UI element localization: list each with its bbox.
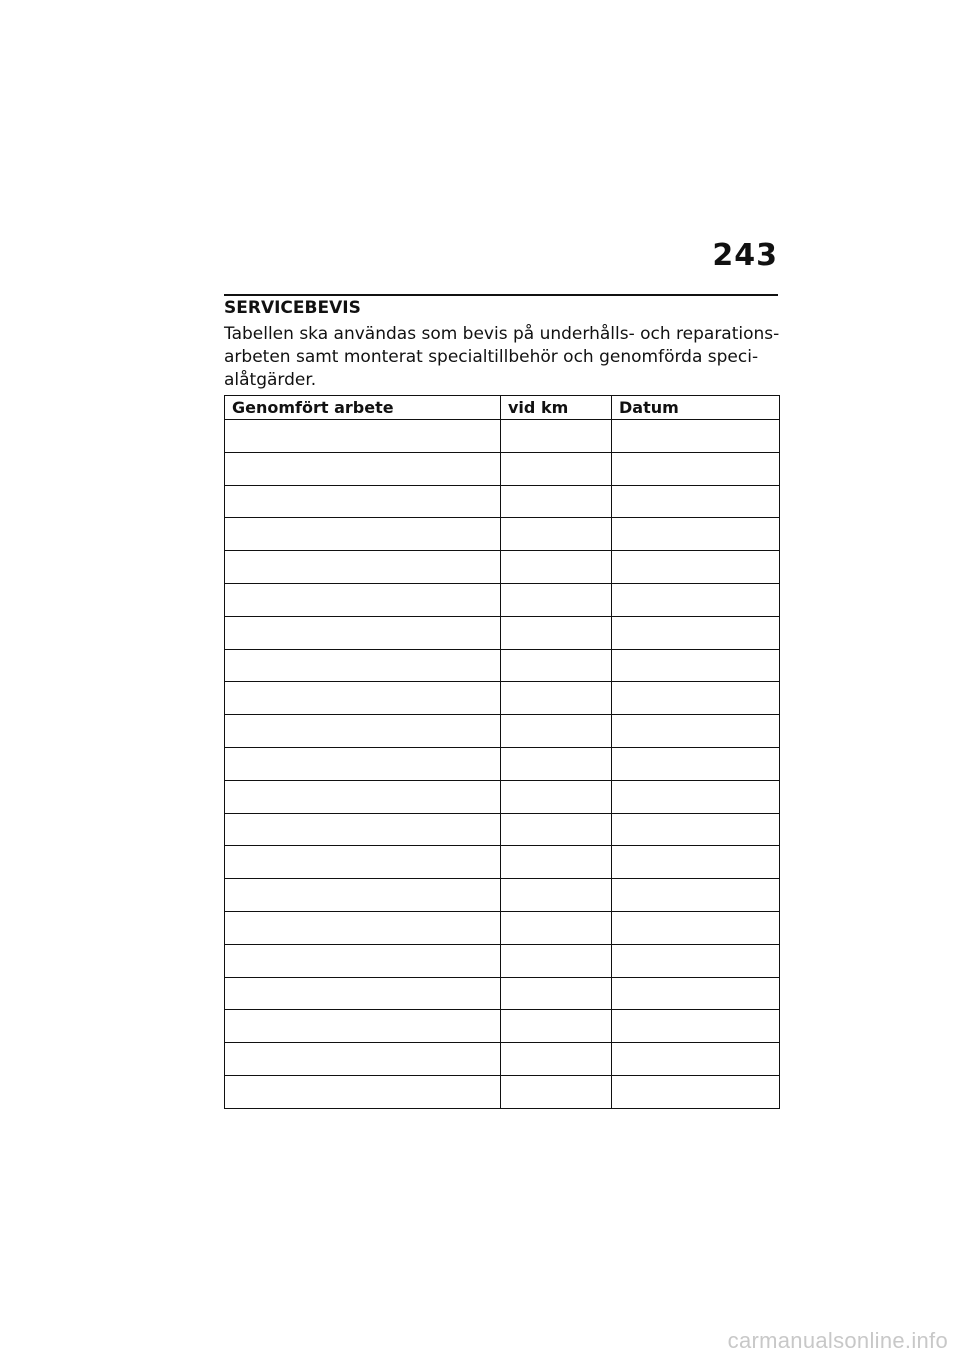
- cell-work: [225, 879, 501, 912]
- table-body: [225, 420, 780, 1109]
- cell-date: [612, 420, 780, 453]
- intro-line: alåtgärder.: [224, 370, 317, 390]
- cell-km: [501, 944, 612, 977]
- cell-km: [501, 682, 612, 715]
- cell-date: [612, 1043, 780, 1076]
- section-title: SERVICEBEVIS: [224, 298, 361, 318]
- cell-work: [225, 583, 501, 616]
- cell-work: [225, 485, 501, 518]
- table-row: [225, 616, 780, 649]
- cell-work: [225, 452, 501, 485]
- cell-date: [612, 911, 780, 944]
- cell-work: [225, 715, 501, 748]
- cell-km: [501, 518, 612, 551]
- intro-paragraph: [224, 323, 784, 392]
- cell-work: [225, 518, 501, 551]
- cell-work: [225, 911, 501, 944]
- cell-km: [501, 846, 612, 879]
- table-row: [225, 813, 780, 846]
- cell-date: [612, 747, 780, 780]
- cell-date: [612, 944, 780, 977]
- table-header-row: [225, 396, 780, 420]
- column-header-date: Datum: [612, 396, 780, 420]
- cell-date: [612, 1010, 780, 1043]
- column-header-km: vid km: [501, 396, 612, 420]
- table-row: [225, 715, 780, 748]
- cell-km: [501, 551, 612, 584]
- table-row: [225, 551, 780, 584]
- cell-km: [501, 715, 612, 748]
- cell-work: [225, 616, 501, 649]
- cell-work: [225, 649, 501, 682]
- table-row: [225, 485, 780, 518]
- cell-work: [225, 944, 501, 977]
- cell-km: [501, 583, 612, 616]
- cell-work: [225, 846, 501, 879]
- table-row: [225, 452, 780, 485]
- cell-date: [612, 813, 780, 846]
- table-row: [225, 518, 780, 551]
- page-number: 243: [712, 238, 778, 273]
- cell-date: [612, 780, 780, 813]
- cell-km: [501, 977, 612, 1010]
- cell-work: [225, 420, 501, 453]
- cell-work: [225, 682, 501, 715]
- cell-km: [501, 911, 612, 944]
- cell-km: [501, 780, 612, 813]
- cell-km: [501, 1075, 612, 1108]
- header-rule: [224, 294, 778, 296]
- table-row: [225, 944, 780, 977]
- cell-date: [612, 616, 780, 649]
- cell-work: [225, 780, 501, 813]
- cell-km: [501, 649, 612, 682]
- cell-date: [612, 682, 780, 715]
- cell-work: [225, 813, 501, 846]
- cell-date: [612, 879, 780, 912]
- cell-work: [225, 747, 501, 780]
- table-row: [225, 846, 780, 879]
- table-row: [225, 911, 780, 944]
- cell-km: [501, 1010, 612, 1043]
- table-row: [225, 780, 780, 813]
- table-row: [225, 977, 780, 1010]
- cell-km: [501, 420, 612, 453]
- watermark: carmanualsonline.info: [727, 1328, 948, 1353]
- intro-line: arbeten samt monterat specialtillbehör och genomförda speci-: [224, 347, 759, 367]
- cell-work: [225, 1043, 501, 1076]
- cell-date: [612, 715, 780, 748]
- cell-date: [612, 452, 780, 485]
- table-row: [225, 1010, 780, 1043]
- cell-work: [225, 1075, 501, 1108]
- table-row: [225, 747, 780, 780]
- cell-km: [501, 1043, 612, 1076]
- cell-date: [612, 846, 780, 879]
- cell-date: [612, 977, 780, 1010]
- cell-date: [612, 649, 780, 682]
- cell-km: [501, 452, 612, 485]
- cell-date: [612, 485, 780, 518]
- table-row: [225, 583, 780, 616]
- cell-km: [501, 879, 612, 912]
- table-row: [225, 649, 780, 682]
- column-header-work: Genomfört arbete: [225, 396, 501, 420]
- cell-date: [612, 551, 780, 584]
- cell-work: [225, 1010, 501, 1043]
- cell-date: [612, 518, 780, 551]
- cell-km: [501, 747, 612, 780]
- cell-km: [501, 813, 612, 846]
- intro-line: Tabellen ska användas som bevis på underhålls- och reparations-: [224, 324, 780, 344]
- table-row: [225, 879, 780, 912]
- cell-work: [225, 977, 501, 1010]
- cell-date: [612, 583, 780, 616]
- cell-date: [612, 1075, 780, 1108]
- service-record-table: [224, 395, 780, 1109]
- table-row: [225, 1075, 780, 1108]
- cell-work: [225, 551, 501, 584]
- table-row: [225, 420, 780, 453]
- table-row: [225, 1043, 780, 1076]
- cell-km: [501, 485, 612, 518]
- cell-km: [501, 616, 612, 649]
- table-row: [225, 682, 780, 715]
